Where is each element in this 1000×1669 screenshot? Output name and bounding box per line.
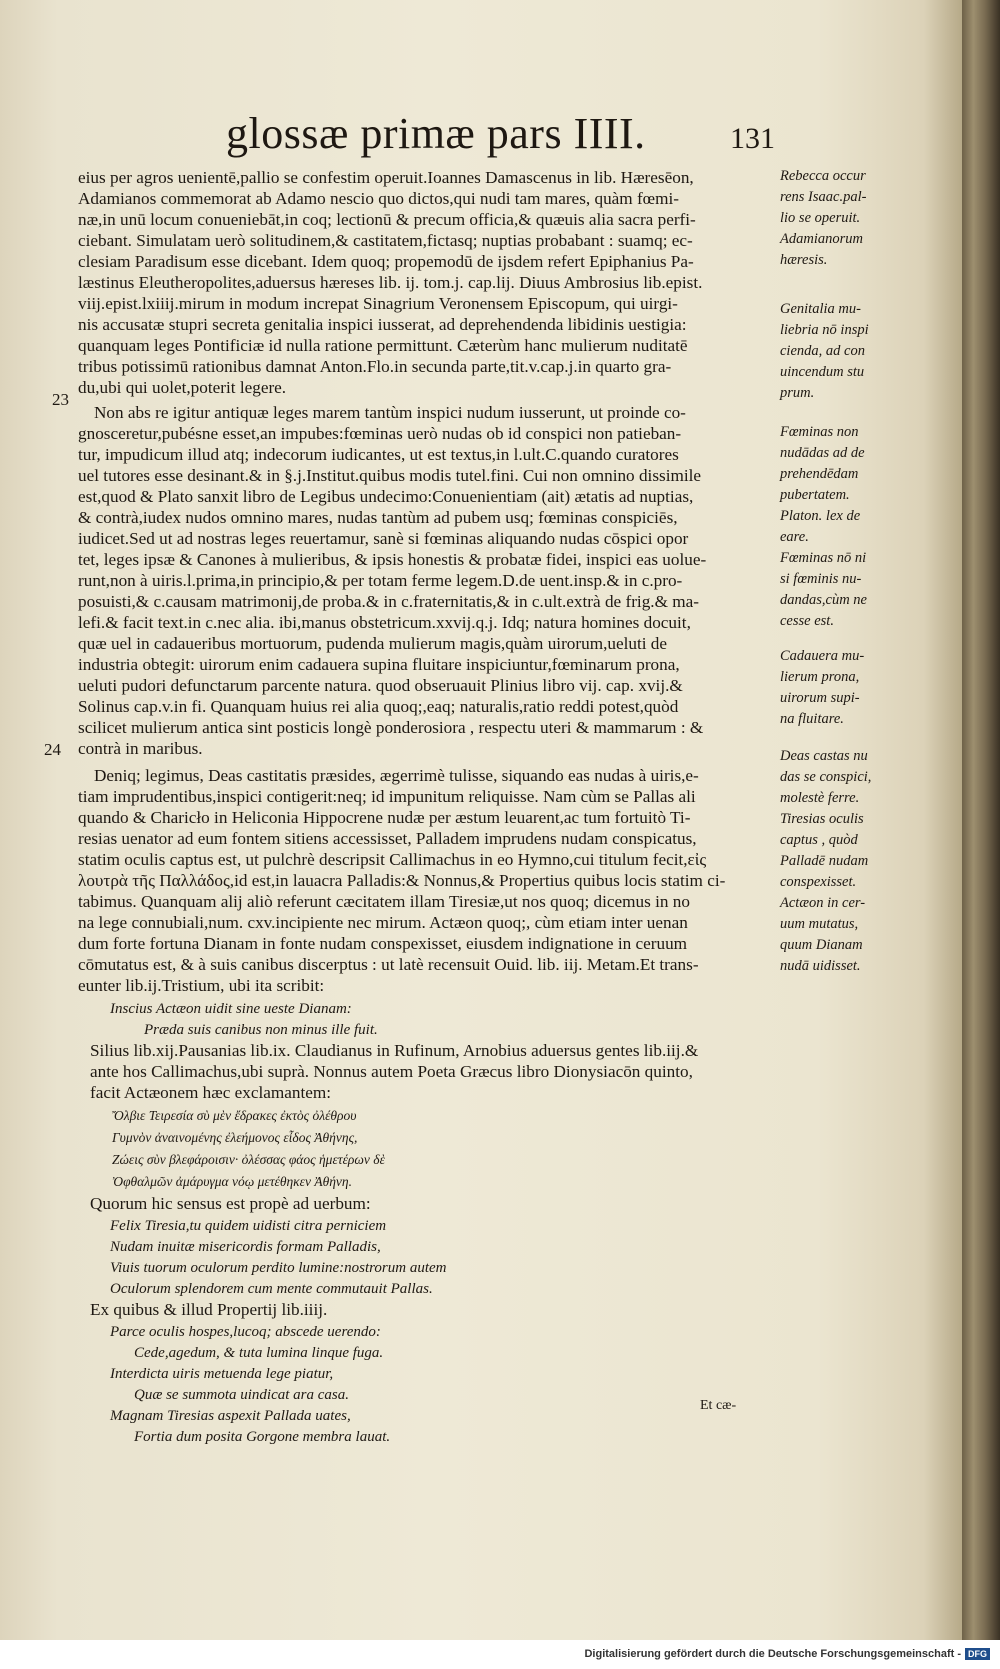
margin-note-line: liebria nō inspi bbox=[780, 322, 869, 338]
margin-note-line: prehendēdam bbox=[780, 466, 859, 482]
verse-line: Parce oculis hospes,lucoq; abscede uerendo: bbox=[110, 1324, 381, 1340]
text-line: du,ubi qui uolet,poterit legere. bbox=[78, 378, 287, 397]
margin-note-line: cienda, ad con bbox=[780, 343, 865, 359]
margin-note-line: conspexisset. bbox=[780, 874, 857, 890]
verse-line: Nudam inuitæ misericordis formam Palladis, bbox=[110, 1239, 381, 1255]
text-line: iudicet.Sed ut ad nostras leges reuertamur, sanè si fœminas aliquando nudas cōspici opor bbox=[78, 529, 689, 548]
text-line: resias uenator ad eum fontem sitiens accessisset, Palladem imprudens nudam conspicatus, bbox=[78, 829, 697, 848]
text-line: dum forte fortuna Dianam in fonte nudam conspexisset, eiusdem indignatione in ceruum bbox=[78, 934, 688, 953]
margin-note-line: Cadauera mu- bbox=[780, 648, 865, 664]
section-number: 23 bbox=[52, 390, 69, 409]
text-line: Adamianos commemorat ab Adamo nescio quo dictos,qui nudi tam mares, quàm fœmi- bbox=[78, 189, 679, 208]
verse-line: Oculorum splendorem cum mente commutauit Pallas. bbox=[110, 1281, 433, 1297]
folio-number: 131 bbox=[730, 122, 775, 155]
margin-note-line: uirorum supi- bbox=[780, 690, 860, 706]
margin-note-line: Adamianorum bbox=[780, 231, 863, 247]
verse-line: Fortia dum posita Gorgone membra lauat. bbox=[134, 1429, 391, 1445]
text-line: gnosceretur,pubésne esset,an impubes:fœminas uerò nudas ob id conspici non patieban- bbox=[78, 424, 682, 443]
text-line: statim oculis captus est, ut pulchrè descripsit Callimachus in eo Hymno,cui titulum fecit,εἰς bbox=[78, 850, 707, 869]
margin-note-line: dandas,cùm ne bbox=[780, 592, 867, 608]
text-line: eius per agros uenientē,pallio se confestim operuit.Ioannes Damascenus in lib. Hæresēon, bbox=[78, 168, 694, 187]
margin-note-line: cesse est. bbox=[780, 613, 834, 629]
text-line: lefi.& facit text.in c.nec alia. ibi,manus obstetricum.xxvij.q.j. Idq; natura homines docuit, bbox=[78, 613, 691, 632]
footer-credit-text: Digitalisierung gefördert durch die Deutsche Forschungsgemeinschaft - bbox=[584, 1648, 961, 1660]
verse-line: Felix Tiresia,tu quidem uidisti citra perniciem bbox=[110, 1218, 387, 1234]
text-line: uel tutores esse desinant.& in §.j.Institut.quibus modis tutel.fini. Cui non omnino dissimile bbox=[78, 466, 702, 485]
margin-note-line: quum Dianam bbox=[780, 937, 863, 953]
text-line: tabimus. Quanquam alij aliò referunt cæcitatem illam Tiresiæ,ut nos quoq; dicemus in no bbox=[78, 892, 690, 911]
text-line: quando & Charicło in Heliconia Hippocrene nudæ per æstum leuarent,ac tum fortuitò Ti- bbox=[78, 808, 691, 827]
margin-note-line: Tiresias oculis bbox=[780, 811, 864, 827]
page-header bbox=[0, 108, 962, 168]
text-line: clesiam Paradisum esse dicebant. Idem quoq; propemodū de ijsdem refert Epiphanius Pa- bbox=[78, 252, 694, 271]
margin-note-line: eare. bbox=[780, 529, 809, 545]
text-line: contrà in maribus. bbox=[78, 739, 203, 758]
text-line: Ex quibus & illud Propertij lib.iiij. bbox=[90, 1300, 328, 1319]
margin-note-line: Platon. lex de bbox=[780, 508, 861, 524]
margin-note-line: lio se operuit. bbox=[780, 210, 861, 226]
margin-note-line: pubertatem. bbox=[780, 487, 850, 503]
text-line: eunter lib.ij.Tristium, ubi ita scribit: bbox=[78, 976, 325, 995]
greek-verse-line: Ὄλβιε Τειρεσία σὺ μὲν ἔδρακες ἐκτὸς ὀλέθρου bbox=[112, 1108, 357, 1123]
margin-note-line: uum mutatus, bbox=[780, 916, 859, 932]
running-head: glossæ primæ pars IIII. bbox=[226, 109, 646, 158]
text-line: industria obtegit: uirorum enim cadauera supina fluitare inspiciuntur,fœminarum prona, bbox=[78, 655, 680, 674]
text-line: ante hos Callimachus,ubi suprà. Nonnus autem Poeta Græcus libro Dionysiacōn quinto, bbox=[90, 1062, 693, 1081]
text-line: Solinus cap.v.in fi. Quanquam huius rei alia quoq;,eaq; naturalis,ratio reddi potest,quòd bbox=[78, 697, 679, 716]
verse-line: Magnam Tiresias aspexit Pallada uates, bbox=[110, 1408, 351, 1424]
text-line: Quorum hic sensus est propè ad uerbum: bbox=[90, 1194, 371, 1213]
verse-line: Quæ se summota uindicat ara casa. bbox=[134, 1387, 349, 1403]
margin-note-line: molestè ferre. bbox=[780, 790, 860, 806]
footer-bar bbox=[0, 1640, 1000, 1669]
verse-line: Præda suis canibus non minus ille fuit. bbox=[144, 1022, 378, 1038]
margin-note-line: prum. bbox=[780, 385, 815, 401]
text-line: tur, impudicum illud atq; indecorum iudicantes, ut est textus,in l.ult.C.quando curatores bbox=[78, 445, 679, 464]
margin-note-line: Palladē nudam bbox=[780, 853, 869, 869]
margin-note-line: Fœminas non bbox=[780, 424, 859, 440]
text-line: viij.epist.lxiiij.mirum in modum increpat Sinagrium Veronensem Episcopum, qui uirgi- bbox=[78, 294, 678, 313]
margin-note-line: rens Isaac.pal- bbox=[780, 189, 867, 205]
text-line: facit Actæonem hæc exclamantem: bbox=[90, 1083, 332, 1102]
margin-note-line: si fœminis nu- bbox=[780, 571, 862, 587]
text-line: quæ uel in cadaueribus mortuorum, pudenda mulierum magis,quàm uirorum,ueluti de bbox=[78, 634, 668, 653]
text-line: ueluti pudori defunctarum parcente natura. quod obseruauit Plinius libro vij. cap. xvij.& bbox=[78, 676, 683, 695]
text-line: & contrà,iudex nudos omnino mares, nudas tantùm ad pubem usq; fœminas conspiciēs, bbox=[78, 508, 678, 527]
text-line: cōmutatus est, & à suis canibus discerptus : ut latè recensuit Ouid. lib. iij. Metam.Et trans- bbox=[78, 955, 699, 974]
text-line: næ,in unū locum conueniebāt,in coq; lectionū & precum officia,& quæuis alia sacra perfi- bbox=[78, 210, 696, 229]
text-line: na lege connubiali,num. cxv.incipiente nec mirum. Actæon quoq;, cùm etiam inter uenan bbox=[78, 913, 688, 932]
book-spine bbox=[962, 0, 1000, 1640]
margin-note-line: Genitalia mu- bbox=[780, 301, 861, 317]
text-line: ciebant. Simulatam uerò solitudinem,& castitatem,fictasq; nuptias probabant : suamq; ec- bbox=[78, 231, 693, 250]
text-line: tet, leges ipsæ & Canones à mulieribus, & ipsis honestis & probatæ fidei, inspici eas uolue- bbox=[78, 550, 707, 569]
margin-note-line: Fœminas nō ni bbox=[780, 550, 867, 566]
verse-line: Cede,agedum, & tuta lumina linque fuga. bbox=[134, 1345, 384, 1361]
dfg-logo: DFG bbox=[965, 1648, 990, 1660]
catchword: Et cæ- bbox=[700, 1398, 737, 1413]
margin-note-line: Rebecca occur bbox=[780, 168, 866, 184]
text-line: læstinus Eleutheropolites,aduersus hæreses lib. ij. tom.j. cap.lij. Diuus Ambrosius lib.epist. bbox=[78, 273, 703, 292]
text-line: λουτρὰ τῆς Παλλάδος,id est,in lauacra Palladis:& Nonnus,& Propertius quibus locis statim ci- bbox=[78, 871, 726, 890]
margin-note-line: Actæon in cer- bbox=[780, 895, 866, 911]
margin-note-line: nudā uidisset. bbox=[780, 958, 861, 974]
text-line: tribus potissimū rationibus damnat Anton.Flo.in secunda parte,tit.v.cap.j.in quarto gra- bbox=[78, 357, 672, 376]
greek-verse-line: Ζώεις σὺν βλεφάροισιν· ὀλέσσας φάος ἡμετέρων δὲ bbox=[112, 1152, 385, 1167]
section-number: 24 bbox=[44, 740, 61, 759]
margin-note-line: hæresis. bbox=[780, 252, 828, 268]
text-line: Silius lib.xij.Pausanias lib.ix. Claudianus in Rufinum, Arnobius aduersus gentes lib.iij.& bbox=[90, 1041, 699, 1060]
text-line: est,quod & Plato sanxit libro de Legibus undecimo:Conuenientiam (ait) ætatis ad nuptias, bbox=[78, 487, 694, 506]
text-line: Non abs re igitur antiquæ leges marem tantùm inspici nudum iusserunt, ut proinde co- bbox=[94, 403, 686, 422]
text-line: runt,non à uiris.l.prima,in principio,& per totam ferme legem.D.de uent.insp.& in c.pro- bbox=[78, 571, 683, 590]
margin-note-line: das se conspici, bbox=[780, 769, 872, 785]
margin-note-line: uincendum stu bbox=[780, 364, 865, 380]
verse-line: Interdicta uiris metuenda lege piatur, bbox=[110, 1366, 334, 1382]
text-line: posuisti,& c.causam matrimonij,de proba.& in c.fraternitatis,& in c.ult.extrà de frig.& ma- bbox=[78, 592, 699, 611]
margin-note-line: Deas castas nu bbox=[780, 748, 868, 764]
verse-line: Inscius Actæon uidit sine ueste Dianam: bbox=[110, 1001, 352, 1017]
margin-note-line: nudādas ad de bbox=[780, 445, 865, 461]
verse-line: Viuis tuorum oculorum perdito lumine:nostrorum autem bbox=[110, 1260, 447, 1276]
greek-verse-line: Γυμνὸν ἀναινομένης ἐλεήμονος εἶδος Ἀθήνης, bbox=[112, 1130, 358, 1145]
text-line: nis accusatæ stupri secreta genitalia inspici iusserat, ad deprehendenda libidinis uestigia: bbox=[78, 315, 687, 334]
margin-note-line: captus , quòd bbox=[780, 832, 858, 848]
text-line: tiam imprudentibus,inspici contigerit:neq; id impunitum reliquisse. Nam cùm se Pallas ali bbox=[78, 787, 696, 806]
footer-credit bbox=[584, 1648, 990, 1660]
greek-verse-line: Ὀφθαλμῶν ἀμάρυγμα νόῳ μετέθηκεν Ἀθήνη. bbox=[112, 1174, 352, 1189]
text-line: quanquam leges Pontificiæ id nulla ratione permittunt. Cæterùm hanc mulierum nuditatē bbox=[78, 336, 688, 355]
margin-note-line: lierum prona, bbox=[780, 669, 860, 685]
margin-note-line: na fluitare. bbox=[780, 711, 844, 727]
text-line: Deniq; legimus, Deas castitatis præsides, ægerrimè tulisse, siquando eas nudas à uiris,e- bbox=[94, 766, 699, 785]
text-line: scilicet mulierum antica sint posticis longè ponderosiora , respectu uteri & mammarum : & bbox=[78, 718, 704, 737]
